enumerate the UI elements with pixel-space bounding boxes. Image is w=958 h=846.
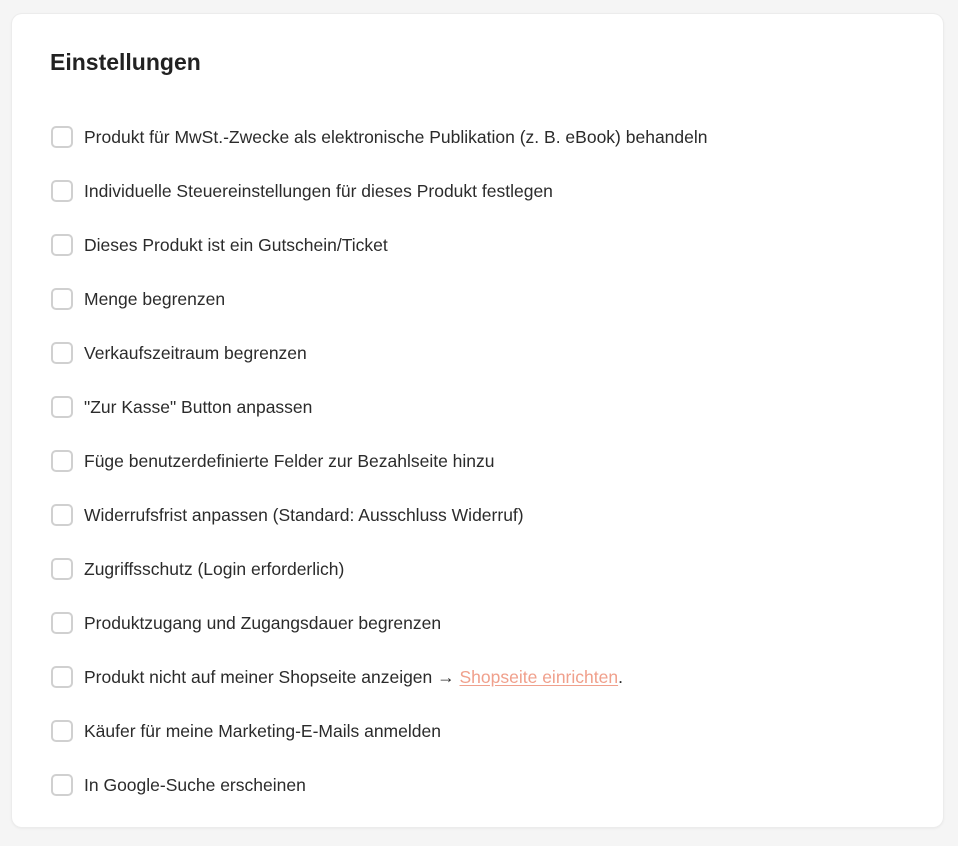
label-hide-from-shop-suffix: . — [618, 667, 623, 687]
settings-options-list — [50, 110, 708, 812]
settings-card — [12, 14, 943, 827]
checkbox-withdrawal-period[interactable] — [51, 504, 73, 526]
label-google-search[interactable]: In Google-Suche erscheinen — [84, 775, 306, 795]
settings-title: Einstellungen — [50, 49, 201, 75]
label-ebook[interactable]: Produkt für MwSt.-Zwecke als elektronische Publikation (z. B. eBook) behandeln — [84, 127, 708, 147]
checkbox-sales-period[interactable] — [51, 342, 73, 364]
checkbox-checkout-button[interactable] — [51, 396, 73, 418]
label-limit-quantity[interactable]: Menge begrenzen — [84, 289, 226, 309]
option-voucher-ticket[interactable] — [50, 218, 708, 272]
option-withdrawal-period[interactable] — [50, 488, 708, 542]
checkbox-custom-fields[interactable] — [51, 450, 73, 472]
checkbox-marketing-emails[interactable] — [51, 720, 73, 742]
checkbox-access-protection[interactable] — [51, 558, 73, 580]
checkbox-access-duration[interactable] — [51, 612, 73, 634]
checkbox-voucher-ticket[interactable] — [51, 234, 73, 256]
checkbox-ebook[interactable] — [51, 126, 73, 148]
label-hide-from-shop-text[interactable]: Produkt nicht auf meiner Shopseite anzeigen → — [84, 667, 460, 687]
checkbox-hide-from-shop[interactable] — [51, 666, 73, 688]
label-access-protection[interactable]: Zugriffsschutz (Login erforderlich) — [84, 559, 345, 579]
option-custom-fields[interactable] — [50, 434, 708, 488]
label-access-duration[interactable]: Produktzugang und Zugangsdauer begrenzen — [84, 613, 442, 633]
label-sales-period[interactable]: Verkaufszeitraum begrenzen — [84, 343, 307, 363]
option-google-search[interactable] — [50, 758, 708, 812]
label-tax-settings[interactable]: Individuelle Steuereinstellungen für dieses Produkt festlegen — [84, 181, 553, 201]
label-marketing-emails[interactable]: Käufer für meine Marketing-E-Mails anmelden — [84, 721, 441, 741]
option-marketing-emails[interactable] — [50, 704, 708, 758]
setup-shop-page-link[interactable]: Shopseite einrichten — [459, 667, 619, 687]
option-hide-from-shop[interactable] — [50, 650, 708, 704]
option-limit-quantity[interactable] — [50, 272, 708, 326]
label-withdrawal-period[interactable]: Widerrufsfrist anpassen (Standard: Ausschluss Widerruf) — [84, 505, 524, 525]
option-checkout-button[interactable] — [50, 380, 708, 434]
label-custom-fields[interactable]: Füge benutzerdefinierte Felder zur Bezahlseite hinzu — [84, 451, 495, 471]
option-access-duration[interactable] — [50, 596, 708, 650]
option-ebook[interactable] — [50, 110, 708, 164]
label-checkout-button[interactable]: "Zur Kasse" Button anpassen — [84, 397, 313, 417]
option-tax-settings[interactable] — [50, 164, 708, 218]
checkbox-limit-quantity[interactable] — [51, 288, 73, 310]
checkbox-tax-settings[interactable] — [51, 180, 73, 202]
checkbox-google-search[interactable] — [51, 774, 73, 796]
option-access-protection[interactable] — [50, 542, 708, 596]
label-voucher-ticket[interactable]: Dieses Produkt ist ein Gutschein/Ticket — [84, 235, 388, 255]
option-sales-period[interactable] — [50, 326, 708, 380]
label-hide-from-shop — [84, 666, 623, 688]
